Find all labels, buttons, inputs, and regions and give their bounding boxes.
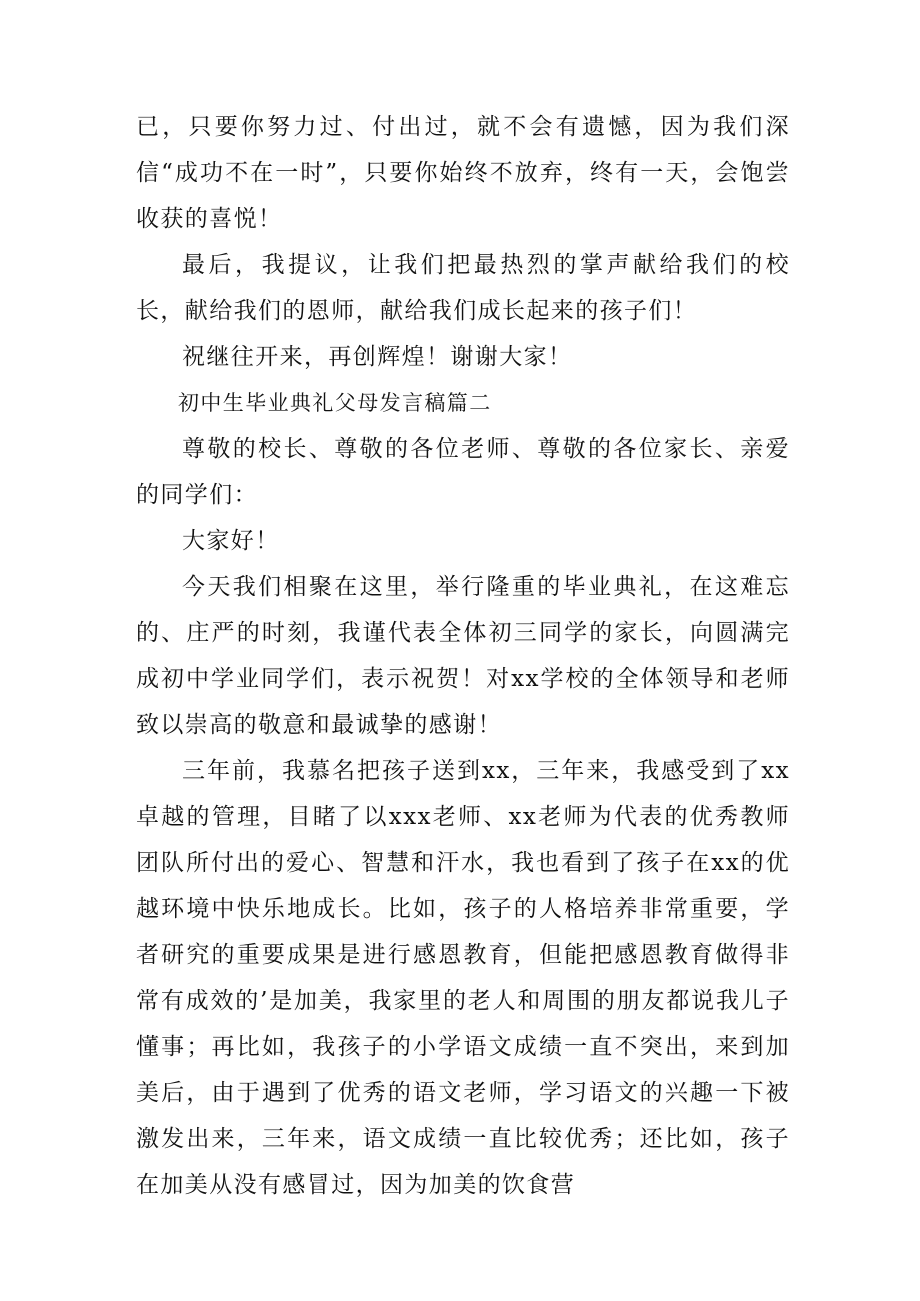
- paragraph-three-years: 三年前，我慕名把孩子送到xx，三年来，我感受到了xx卓越的管理，目睹了以xxx老师、xx老师为代表的优秀教师团队所付出的爱心、智慧和汗水，我也看到了孩子在xx的优越环境中快乐地成长。比如，孩子的人格培养非常重要，学者研究的重要成果是进行感恩教育，但能把感恩教育做得非常有成效的’是加美，我家里的老人和周围的朋友都说我儿子懂事；再比如，我孩子的小学语文成绩一直不突出，来到加美后，由于遇到了优秀的语文老师，学习语文的兴趣一下被激发出来，三年来，语文成绩一直比较优秀；还比如，孩子在加美从没有感冒过，因为加美的饮食营: [136, 758, 790, 1198]
- paragraph-opening: 今天我们相聚在这里，举行隆重的毕业典礼，在这难忘的、庄严的时刻，我谨代表全体初三同学的家长，向圆满完成初中学业同学们，表示祝贺！对xx学校的全体领导和老师致以崇高的敬意和最诚挚的感谢！: [136, 574, 790, 738]
- paragraph-greeting: 大家好！: [182, 528, 280, 554]
- paragraph-closing-proposal: 最后，我提议，让我们把最热烈的掌声献给我们的校长，献给我们的恩师，献给我们成长起来的孩子们！: [136, 252, 790, 324]
- section-heading: 初中生毕业典礼父母发言稿篇二: [178, 391, 492, 415]
- paragraph-continuation: 已，只要你努力过、付出过，就不会有遗憾，因为我们深信“成功不在一时”，只要你始终不放弃，终有一天，会饱尝收获的喜悦！: [136, 114, 790, 232]
- document-body: [136, 104, 790, 1208]
- paragraph-blessing: 祝继往开来，再创辉煌！谢谢大家！: [182, 344, 573, 370]
- paragraph-salutation: 尊敬的校长、尊敬的各位老师、尊敬的各位家长、亲爱的同学们：: [136, 436, 790, 508]
